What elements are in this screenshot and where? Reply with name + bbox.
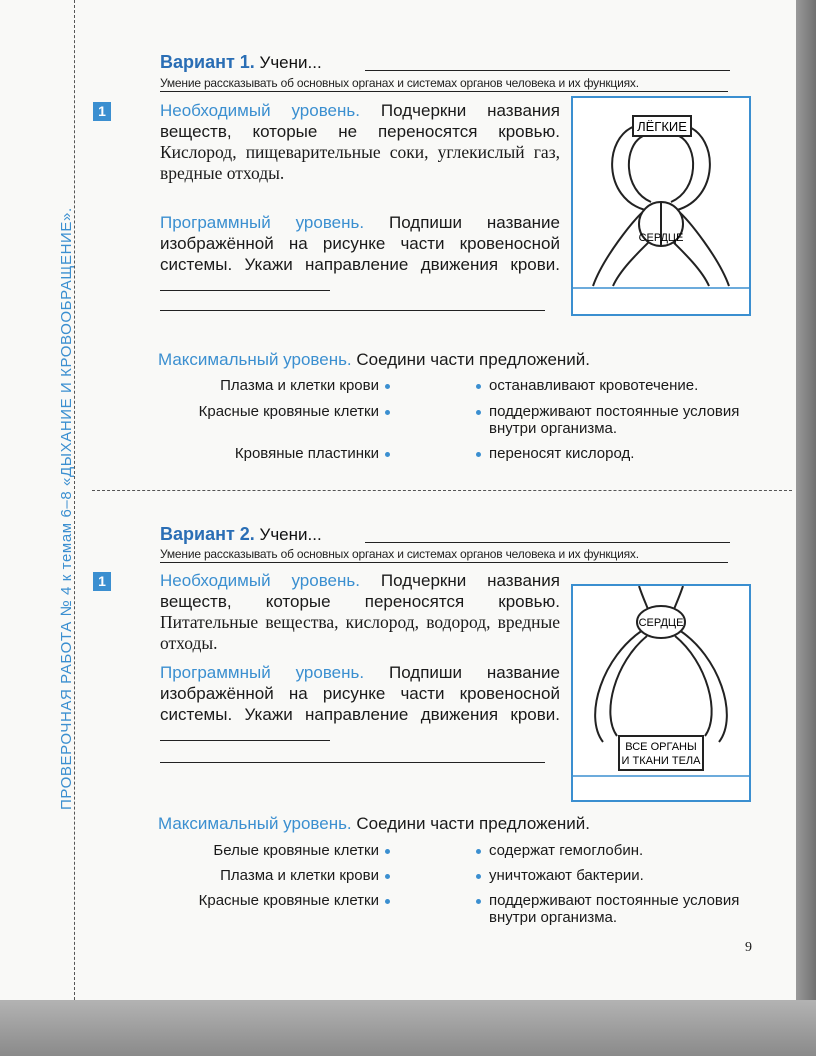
variant-1-left-item-1[interactable]: Плазма и клетки крови [160,377,390,394]
variant-2-title: Вариант 2. [160,524,255,544]
variant-1-student-label: Учени... [259,53,322,72]
variant-2-answer-line[interactable] [160,728,330,741]
variant-2-necessary [160,570,560,654]
figure-1-top-label: ЛЁГКИЕ [637,119,687,134]
scan-shadow-right [796,0,816,1056]
variant-1-necessary-text: Подчеркни названия веществ, которые не переносятся кровью. [160,101,560,141]
variant-1-max-label: Максимальный уровень. [158,350,352,369]
variant-1-right-item-3[interactable]: переносят кислород. [476,445,736,462]
variant-2-program-label: Программный уровень. [160,663,365,682]
lung-circulation-drawing [573,98,749,314]
variant-2-program-text: Подпиши название изображённой на рисунке части кровеносной системы. Укажи направление движения крови. [160,663,561,724]
variant-2-necessary-list[interactable]: Питательные вещества, кислород, водород, вредные отходы. [160,612,560,653]
scan-shadow-bottom [0,1000,816,1056]
variant-1-name-field[interactable] [365,70,730,71]
variant-1-program-text: Подпиши название изображённой на рисунке части кровеносной системы. Укажи направление движения крови. [160,213,561,274]
variant-2-necessary-label: Необходимый уровень. [160,571,360,590]
variant-1-answer-line-2[interactable] [160,310,545,311]
variant-2-max [158,814,590,834]
variant-2-task-number: 1 [93,572,111,591]
variant-2-left-item-2[interactable]: Плазма и клетки крови [160,867,390,884]
variant-1-answer-line[interactable] [160,278,330,291]
figure-2-bottom-label-1: ВСЕ ОРГАНЫ [625,741,697,753]
variant-2-name-field[interactable] [365,542,730,543]
connect-dot[interactable] [476,452,481,457]
connect-dot[interactable] [385,849,390,854]
variant-1-right-item-2[interactable]: поддерживают постоянные условия внутри организма. [476,403,749,437]
cut-line-horizontal [92,490,792,491]
variant-1-task-number: 1 [93,102,111,121]
variant-2-figure [571,584,751,802]
variant-1-left-item-3[interactable]: Кровяные пластинки [160,445,390,462]
variant-2-max-label: Максимальный уровень. [158,814,352,833]
variant-1-necessary-list[interactable]: Кислород, пищеварительные соки, углекислый газ, вредные отходы. [160,142,560,183]
connect-dot[interactable] [385,452,390,457]
side-header: ПРОВЕРОЧНАЯ РАБОТА № 4 к темам 6–8 «ДЫХАНИЕ И КРОВООБРАЩЕНИЕ». [58,207,75,810]
connect-dot[interactable] [476,849,481,854]
page-number: 9 [745,940,752,955]
variant-2-necessary-text: Подчеркни названия веществ, которые переносятся кровью. [160,571,560,611]
variant-2-max-text: Соедини части предложений. [356,814,591,833]
connect-dot[interactable] [385,384,390,389]
variant-1-skill: Умение рассказывать об основных органах и системах органов человека и их функциях. [160,76,728,92]
variant-1-program [160,212,560,296]
variant-1-necessary-label: Необходимый уровень. [160,101,360,120]
variant-2-right-item-3[interactable]: поддерживают постоянные условия внутри организма. [476,892,749,926]
connect-dot[interactable] [385,410,390,415]
variant-2-answer-line-2[interactable] [160,762,545,763]
figure-1-bottom-label: СЕРДЦЕ [638,232,684,244]
figure-2-bottom-label-2: И ТКАНИ ТЕЛА [621,755,701,767]
variant-2-program [160,662,560,746]
variant-1-max [158,350,590,370]
connect-dot[interactable] [476,410,481,415]
variant-1-title: Вариант 1. [160,52,255,72]
variant-2-header [160,524,322,545]
variant-1-necessary [160,100,560,184]
connect-dot[interactable] [476,384,481,389]
variant-1-header [160,52,322,73]
connect-dot[interactable] [476,899,481,904]
body-circulation-drawing [573,586,749,800]
variant-1-max-text: Соедини части предложений. [356,350,591,369]
connect-dot[interactable] [385,899,390,904]
variant-1-right-item-1[interactable]: останавливают кровотечение. [476,377,736,394]
variant-1-figure [571,96,751,316]
connect-dot[interactable] [476,874,481,879]
connect-dot[interactable] [385,874,390,879]
variant-1-left-item-2[interactable]: Красные кровяные клетки [160,403,390,420]
variant-1-program-label: Программный уровень. [160,213,365,232]
variant-2-right-item-2[interactable]: уничтожают бактерии. [476,867,736,884]
variant-2-left-item-3[interactable]: Красные кровяные клетки [160,892,390,909]
variant-2-left-item-1[interactable]: Белые кровяные клетки [160,842,390,859]
variant-2-skill: Умение рассказывать об основных органах и системах органов человека и их функциях. [160,547,728,563]
variant-2-student-label: Учени... [259,525,322,544]
figure-2-top-label: СЕРДЦЕ [638,617,684,629]
variant-2-right-item-1[interactable]: содержат гемоглобин. [476,842,736,859]
